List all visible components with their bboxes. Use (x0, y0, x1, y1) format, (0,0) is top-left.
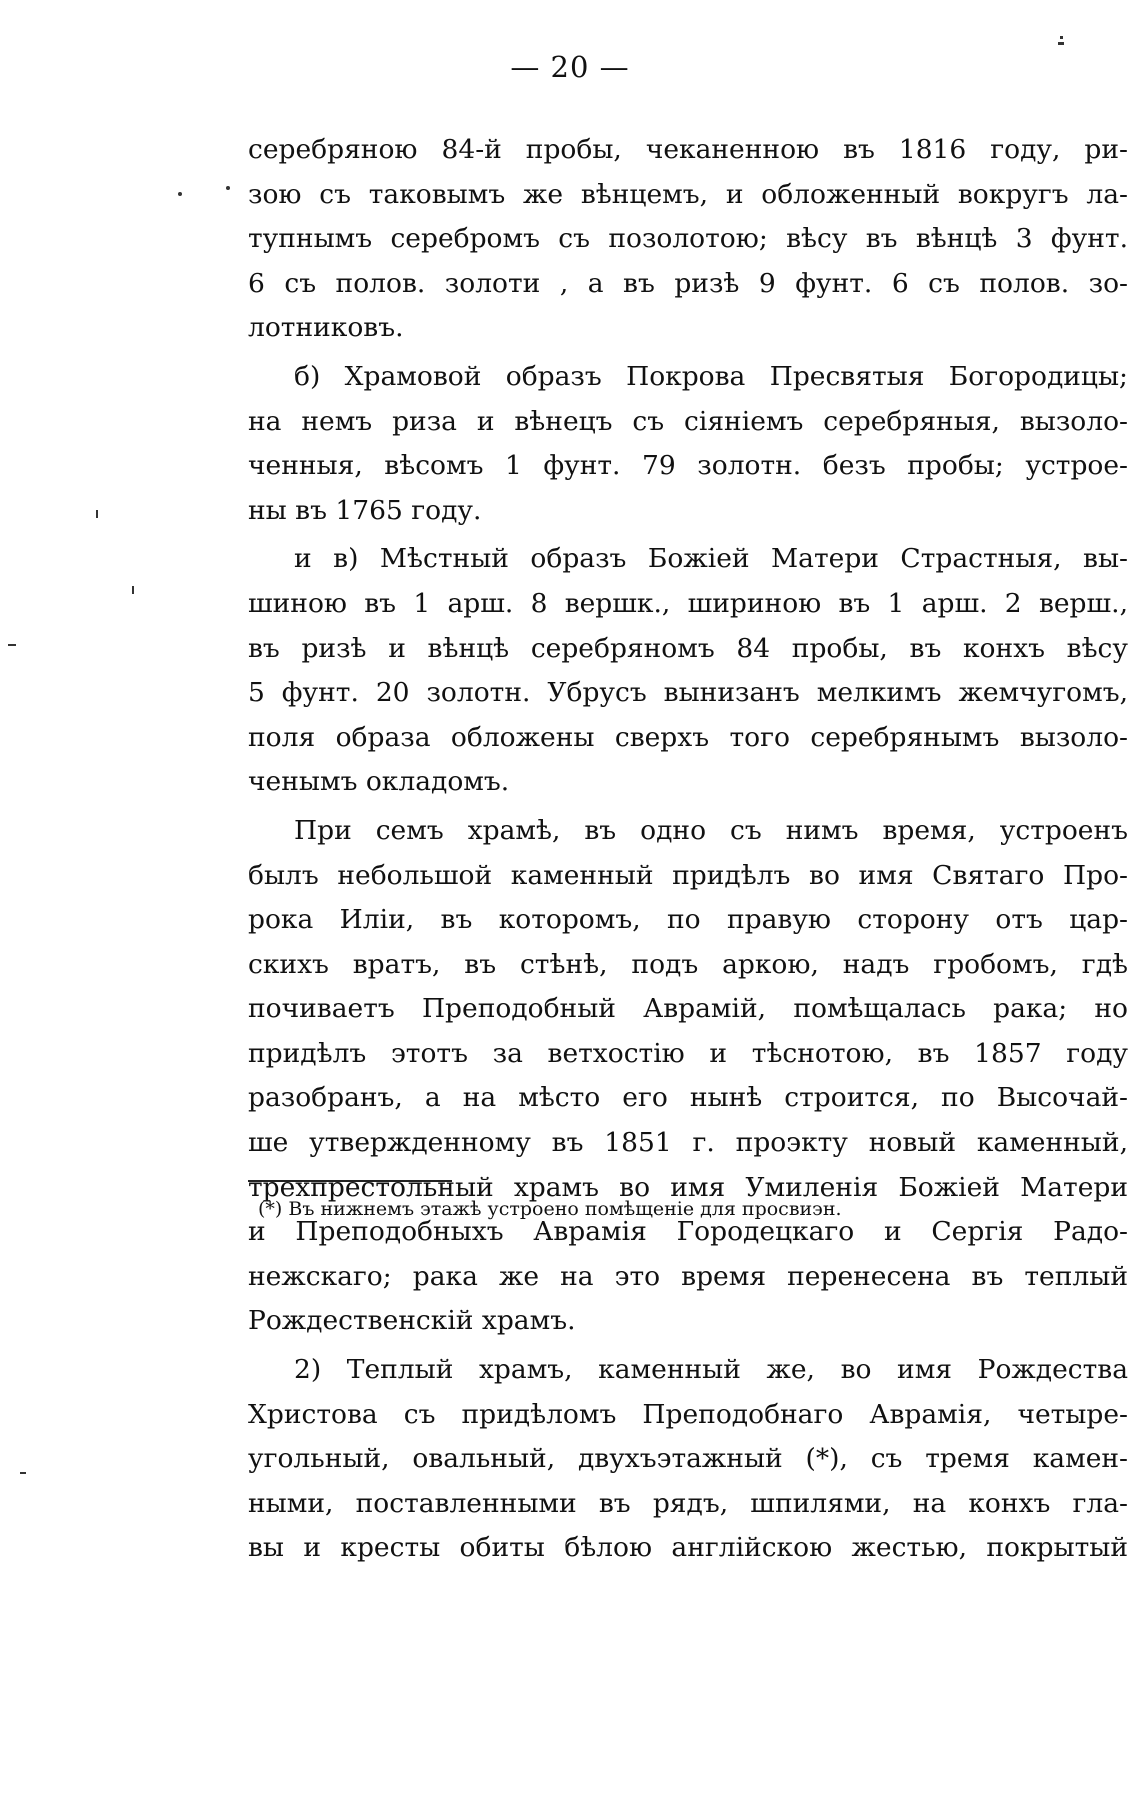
text-line: лотниковъ. (248, 312, 404, 344)
body-text (248, 128, 1128, 1575)
text-line: нежскаго; рака же на это время перенесена въ теплый (248, 1260, 1128, 1292)
footnote: (*) Въ нижнемъ этажѣ устроено помѣщеніе для просвиэн. (258, 1198, 842, 1220)
text-line: трехпрестольный храмъ во имя Умиленія Божіей Матери (248, 1171, 1128, 1203)
paragraph (248, 537, 1128, 805)
text-line: почиваетъ Преподобный Аврамій, помѣщалась рака; но (248, 993, 1128, 1025)
text-line: и в) Мѣстный образъ Божіей Матери Страстныя, вы- (294, 543, 1128, 575)
text-line: 6 съ полов. золоти , а въ ризѣ 9 фунт. 6 съ полов. зо- (248, 267, 1128, 299)
text-line: серебряною 84-й пробы, чеканенною въ 1816 году, ри- (248, 134, 1128, 165)
text-line: рока Иліи, въ которомъ, по правую сторону отъ цар- (248, 904, 1128, 936)
text-line: ше утвержденному въ 1851 г. проэкту новый каменный, (248, 1127, 1128, 1159)
text-line: ченныя, вѣсомъ 1 фунт. 79 золотн. безъ пробы; устрое- (248, 450, 1128, 482)
text-line: Рождественскій храмъ. (248, 1305, 576, 1337)
footnote-divider (248, 1180, 452, 1182)
paragraph (248, 809, 1128, 1344)
text-line: ченымъ окладомъ. (248, 766, 510, 798)
scan-speck (1058, 42, 1064, 45)
text-line: въ ризѣ и вѣнцѣ серебряномъ 84 пробы, въ конхъ вѣсу (248, 632, 1128, 664)
text-line: на немъ риза и вѣнецъ съ сіяніемъ серебряныя, вызоло- (248, 405, 1128, 437)
text-line: разобранъ, а на мѣсто его нынѣ строится, по Высочай- (248, 1082, 1128, 1114)
scan-speck (178, 192, 182, 196)
scan-speck (8, 644, 16, 646)
page-number: — 20 — (510, 50, 630, 84)
text-line: и Преподобныхъ Аврамія Городецкаго и Сергія Радо- (248, 1216, 1128, 1248)
scan-speck (132, 586, 134, 594)
text-line: угольный, овальный, двухъэтажный (*), съ тремя камен- (248, 1443, 1128, 1475)
paragraph (248, 1348, 1128, 1571)
text-line: шиною въ 1 арш. 8 вершк., шириною въ 1 арш. 2 верш., (248, 587, 1128, 619)
text-line: ны въ 1765 году. (248, 494, 482, 526)
text-line: скихъ вратъ, въ стѣнѣ, подъ аркою, надъ гробомъ, гдѣ (248, 948, 1128, 980)
paragraph (248, 128, 1128, 351)
text-line: ными, поставленными въ рядъ, шпилями, на конхъ гла- (248, 1487, 1128, 1519)
scan-speck (226, 186, 230, 190)
scan-speck (20, 1472, 26, 1474)
text-line: б) Храмовой образъ Покрова Пресвятыя Богородицы; (294, 360, 1128, 392)
scan-speck (96, 510, 98, 518)
scan-speck (1060, 36, 1063, 39)
text-line: тупнымъ серебромъ съ позолотою; вѣсу въ вѣнцѣ 3 фунт. (248, 223, 1128, 255)
text-line: 2) Теплый храмъ, каменный же, во имя Рождества (294, 1354, 1128, 1386)
text-line: вы и кресты обиты бѣлою англійскою жестью, покрытый (248, 1532, 1128, 1564)
text-line: При семъ храмѣ, въ одно съ нимъ время, устроенъ (294, 814, 1128, 846)
paragraph (248, 355, 1128, 533)
text-line: былъ небольшой каменный придѣлъ во имя Святаго Про- (248, 859, 1128, 891)
text-line: зою съ таковымъ же вѣнцемъ, и обложенный вокругъ ла- (248, 178, 1128, 210)
text-line: придѣлъ этотъ за ветхостію и тѣснотою, въ 1857 году (248, 1037, 1128, 1069)
text-line: Христова съ придѣломъ Преподобнаго Аврамія, четыре- (248, 1398, 1128, 1430)
text-line: 5 фунт. 20 золотн. Убрусъ вынизанъ мелкимъ жемчугомъ, (248, 677, 1128, 709)
text-line: поля образа обложены сверхъ того серебрянымъ вызоло- (248, 721, 1128, 753)
